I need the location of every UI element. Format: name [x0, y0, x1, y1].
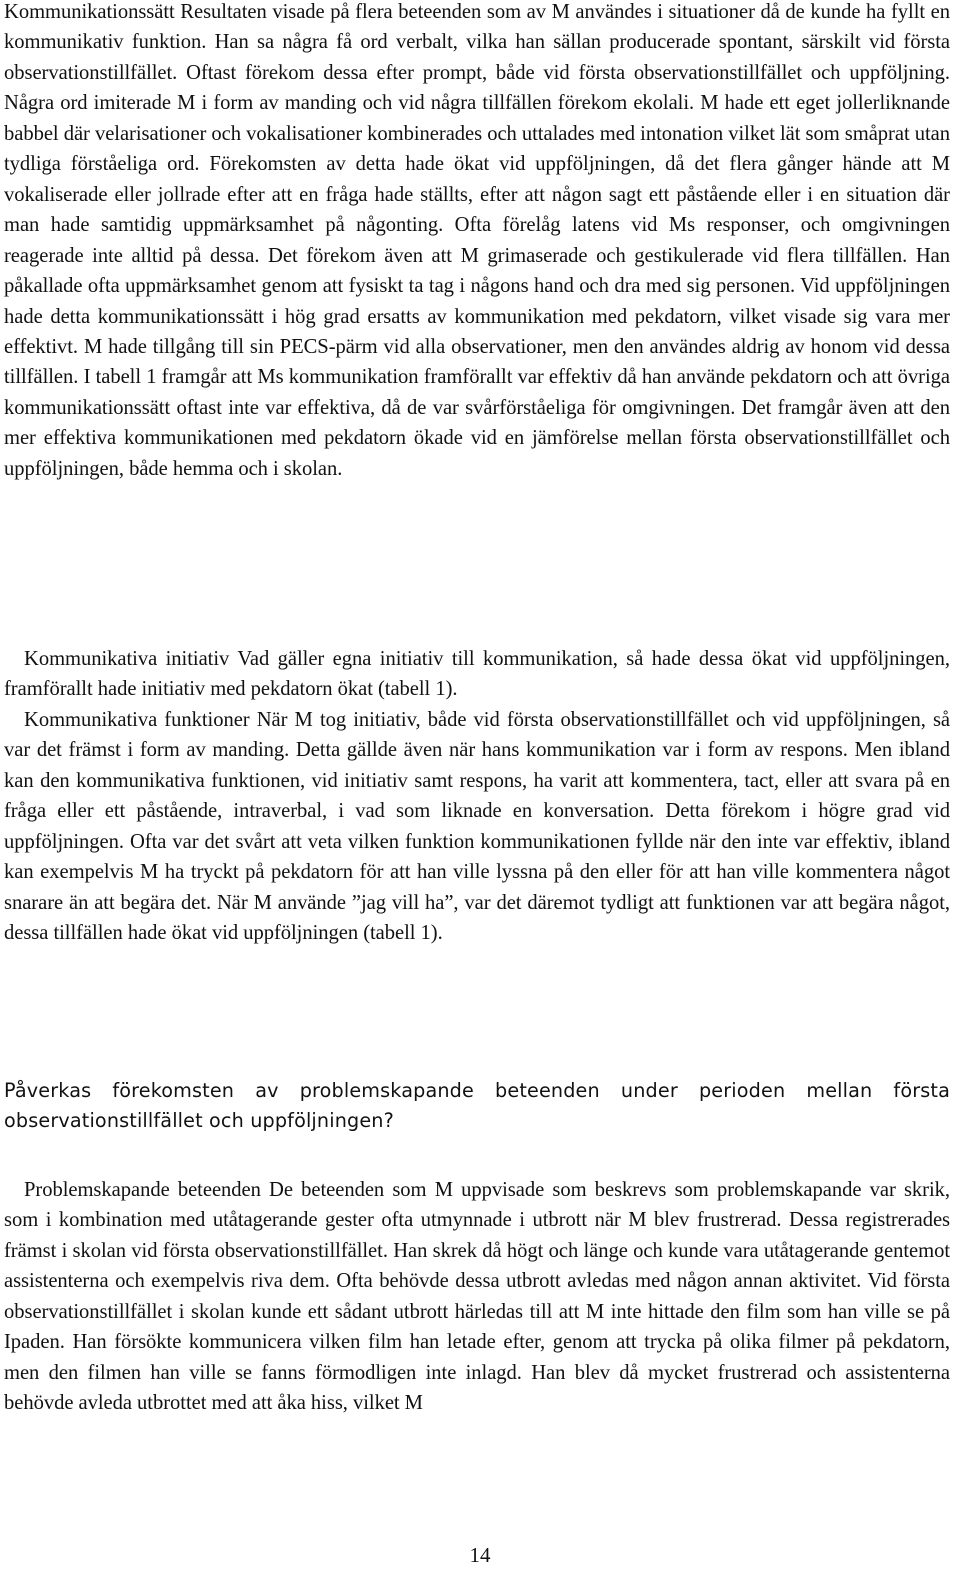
paragraph-problemskapande-beteenden: Problemskapande beteenden De beteenden som M uppvisade som beskrevs som problemskapande var skrik, som i kombination med utåtagerande gester ofta utmynnade i utbrott när M blev frustrerad. Dessa registrerades främst i skolan vid första observationstillfället. Han skrek då högt och länge och kunde vara utåtagerande gentemot assistenterna och exempelvis riva dem. Ofta behövde dessa utbrott avledas med någon annan aktivitet. Vid första observationstillfället i skolan kunde ett sådant utbrott härledas till att M inte hittade den film som han ville se på Ipaden. Han försökte kommunicera vilken film han letade efter, genom att trycka på olika filmer på pekdatorn, men den filmen han ville se fanns förmodligen inte inlagd. Han blev då mycket frustrerad och assistenterna behövde avleda utbrottet med att åka hiss, vilket M: [4, 1179, 950, 1415]
page-number: 14: [469, 1543, 491, 1567]
paragraph-kommunikativa-initiativ: Kommunikativa initiativ Vad gäller egna initiativ till kommunikation, så hade dessa ökat vid uppföljningen, framförallt hade initiativ med pekdatorn ökat (tabell 1).: [4, 648, 950, 701]
paragraph-kommunikationssatt: Kommunikationssätt Resultaten visade på flera beteenden som av M användes i situationer då de kunde ha fyllt en kommunikativ funktion. Han sa några få ord verbalt, vilka han sällan producerade spontant, särskilt vid första observationstillfället. Oftast förekom dessa efter prompt, både vid första observationstillfället och uppföljning. Några ord imiterade M i form av manding och vid några tillfällen förekom ekolali. M hade ett eget jollerliknande babbel där velarisationer och vokalisationer kombinerades och uttalades med intonation vilket lät som småprat utan tydliga förståeliga ord. Förekomsten av detta hade ökat vid uppföljningen, då det flera gånger hände att M vokaliserade eller jollrade efter att en fråga hade ställts, efter att någon sagt ett påstående eller i en situation där man hade samtidig uppmärksamhet på någonting. Ofta förelåg latens vid Ms responser, och omgivningen reagerade inte alltid på dessa. Det förekom även att M grimaserade och gestikulerade vid flera tillfällen. Han påkallade ofta uppmärksamhet genom att fysiskt ta tag i någons hand och dra med sig personen. Vid uppföljningen hade detta kommunikationssätt i hög grad ersatts av kommunikation med pekdatorn, vilket visade sig vara mer effektivt. M hade tillgång till sin PECS-pärm vid alla observationer, men den användes aldrig av honom vid dessa tillfällen. I tabell 1 framgår att Ms kommunikation framförallt var effektiv då han använde pekdatorn och att övriga kommunikationssätt oftast inte var effektiva, då de var svårförståeliga för omgivningen. Det framgår även att den mer effektiva kommunikationen med pekdatorn ökade vid en jämförelse mellan första observationstillfället och uppföljningen, både hemma och i skolan.: [4, 1, 950, 480]
paragraph-kommunikativa-funktioner: Kommunikativa funktioner När M tog initiativ, både vid första observationstillfället och vid uppföljningen, så var det främst i form av manding. Detta gällde även när hans kommunikation var i form av respons. Men ibland kan den kommunikativa funktionen, vid initiativ samt respons, ha varit att kommentera, tact, eller att svara på en fråga eller ett påstående, intraverbal, i vad som liknade en konversation. Detta förekom i högre grad vid uppföljningen. Ofta var det svårt att veta vilken funktion kommunikationen fyllde när den inte var effektiv, ibland kan exempelvis M ha tryckt på pekdatorn för att han ville lyssna på den eller för att han ville kommentera något snarare än att begära det. När M använde ”jag vill ha”, var det däremot tydligt att funktionen var att begära något, dessa tillfällen hade ökat vid uppföljningen (tabell 1).: [4, 709, 950, 945]
section-heading-problemskapande: Påverkas förekomsten av problemskapande beteenden under perioden mellan första observationstillfället och uppföljningen?: [4, 1079, 950, 1132]
